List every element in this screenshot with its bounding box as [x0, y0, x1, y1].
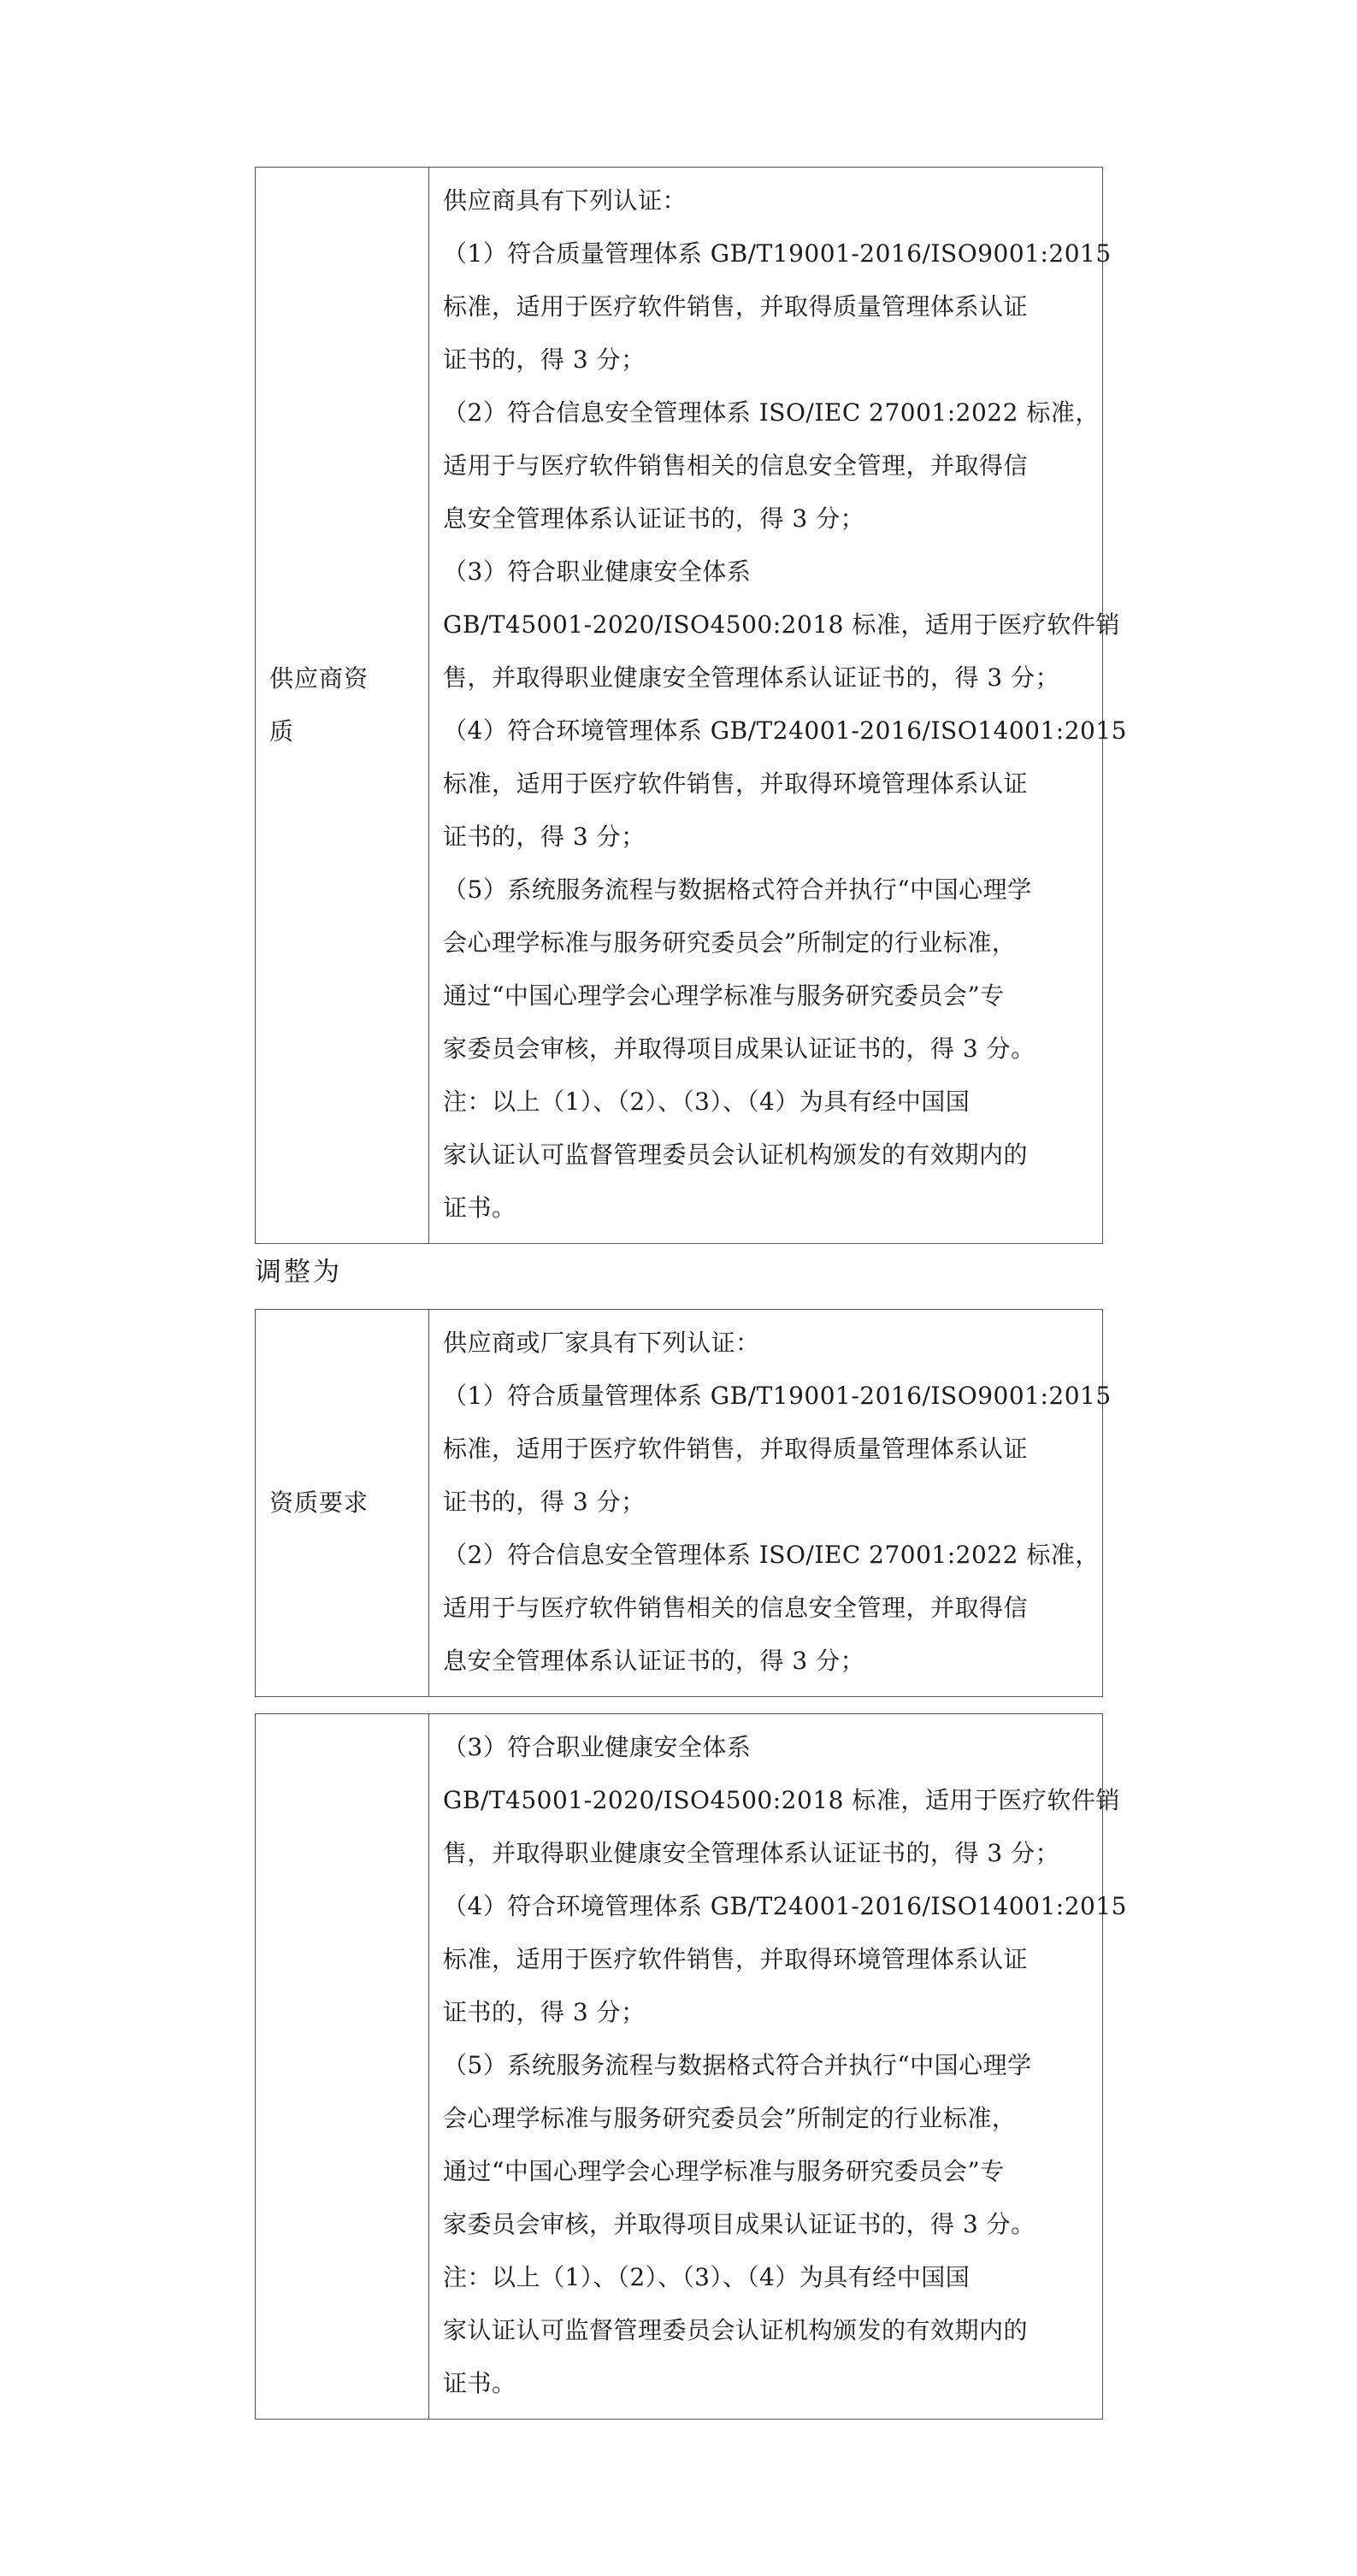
- text-line: 证书的，得 3 分；: [443, 1488, 646, 1516]
- text-line: （1）符合质量管理体系 GB/T19001-2016/ISO9001:2015: [443, 239, 1112, 268]
- text-line: GB/T45001-2020/ISO4500:2018 标准，适用于医疗软件销: [443, 610, 1120, 639]
- label-cell: [256, 1714, 429, 2420]
- label-line: 供应商资: [269, 664, 369, 693]
- text-line: 注：以上（1）、（2）、（3）、（4）为具有经中国国: [443, 1088, 971, 1116]
- text-line: 标准，适用于医疗软件销售，并取得质量管理体系认证: [443, 292, 1029, 321]
- content-cell: [429, 168, 1127, 1244]
- original-requirement-table: [255, 167, 1127, 1244]
- text-line: 标准，适用于医疗软件销售，并取得质量管理体系认证: [443, 1435, 1029, 1463]
- content-cell: [429, 1310, 1112, 1697]
- text-line: （2）符合信息安全管理体系 ISO/IEC 27001:2022 标准，: [443, 1541, 1100, 1569]
- text-line: 证书。: [443, 2369, 516, 2397]
- text-line: 标准，适用于医疗软件销售，并取得环境管理体系认证: [443, 1945, 1029, 1973]
- adjust-heading: 调整为: [255, 1257, 342, 1288]
- text-line: 家委员会审核，并取得项目成果认证证书的，得 3 分。: [443, 2210, 1035, 2238]
- text-line: 通过“中国心理学会心理学标准与服务研究委员会”专: [443, 981, 1005, 1010]
- text-line: 适用于与医疗软件销售相关的信息安全管理，并取得信: [443, 451, 1029, 480]
- text-line: 家委员会审核，并取得项目成果认证证书的，得 3 分。: [443, 1035, 1035, 1063]
- text-line: GB/T45001-2020/ISO4500:2018 标准，适用于医疗软件销: [443, 1786, 1120, 1814]
- label-line: 质: [269, 717, 295, 746]
- revised-requirement-table-part2: [255, 1713, 1127, 2420]
- text-line: 证书的，得 3 分；: [443, 345, 646, 374]
- text-line: （4）符合环境管理体系 GB/T24001-2016/ISO14001:2015: [443, 716, 1127, 745]
- text-line: 息安全管理体系认证证书的，得 3 分；: [443, 504, 865, 533]
- text-line: （3）符合职业健康安全体系: [443, 557, 752, 586]
- table-row: [256, 168, 1103, 1244]
- label-cell: 资质要求: [256, 1310, 429, 1697]
- text-line: 售，并取得职业健康安全管理体系认证证书的，得 3 分；: [443, 1839, 1060, 1867]
- text-line: （5）系统服务流程与数据格式符合并执行“中国心理学: [443, 875, 1032, 904]
- label-cell: [256, 168, 429, 1244]
- table-row: [256, 1714, 1103, 2420]
- text-line: （5）系统服务流程与数据格式符合并执行“中国心理学: [443, 2051, 1032, 2079]
- text-line: （1）符合质量管理体系 GB/T19001-2016/ISO9001:2015: [443, 1382, 1112, 1410]
- text-line: （4）符合环境管理体系 GB/T24001-2016/ISO14001:2015: [443, 1892, 1127, 1920]
- text-line: （3）符合职业健康安全体系: [443, 1733, 752, 1761]
- text-line: 证书的，得 3 分；: [443, 822, 646, 851]
- text-line: 售，并取得职业健康安全管理体系认证证书的，得 3 分；: [443, 663, 1060, 692]
- text-line: 会心理学标准与服务研究委员会”所制定的行业标准，: [443, 928, 1017, 957]
- text-line: 家认证认可监督管理委员会认证机构颁发的有效期内的: [443, 1141, 1029, 1169]
- text-line: 息安全管理体系认证证书的，得 3 分；: [443, 1647, 865, 1675]
- text-line: 供应商具有下列认证：: [443, 186, 687, 215]
- revised-requirement-table-part1: [255, 1309, 1112, 1697]
- table-row: [256, 1310, 1103, 1697]
- text-line: 会心理学标准与服务研究委员会”所制定的行业标准，: [443, 2104, 1017, 2132]
- text-line: 证书。: [443, 1194, 516, 1222]
- text-line: （2）符合信息安全管理体系 ISO/IEC 27001:2022 标准，: [443, 398, 1100, 427]
- text-line: 标准，适用于医疗软件销售，并取得环境管理体系认证: [443, 769, 1029, 798]
- text-line: 注：以上（1）、（2）、（3）、（4）为具有经中国国: [443, 2263, 971, 2291]
- content-cell: [429, 1714, 1127, 2420]
- text-line: 证书的，得 3 分；: [443, 1998, 646, 2026]
- text-line: 通过“中国心理学会心理学标准与服务研究委员会”专: [443, 2157, 1005, 2185]
- text-line: 家认证认可监督管理委员会认证机构颁发的有效期内的: [443, 2316, 1029, 2344]
- text-line: 供应商或厂家具有下列认证：: [443, 1329, 760, 1357]
- text-line: 适用于与医疗软件销售相关的信息安全管理，并取得信: [443, 1594, 1029, 1622]
